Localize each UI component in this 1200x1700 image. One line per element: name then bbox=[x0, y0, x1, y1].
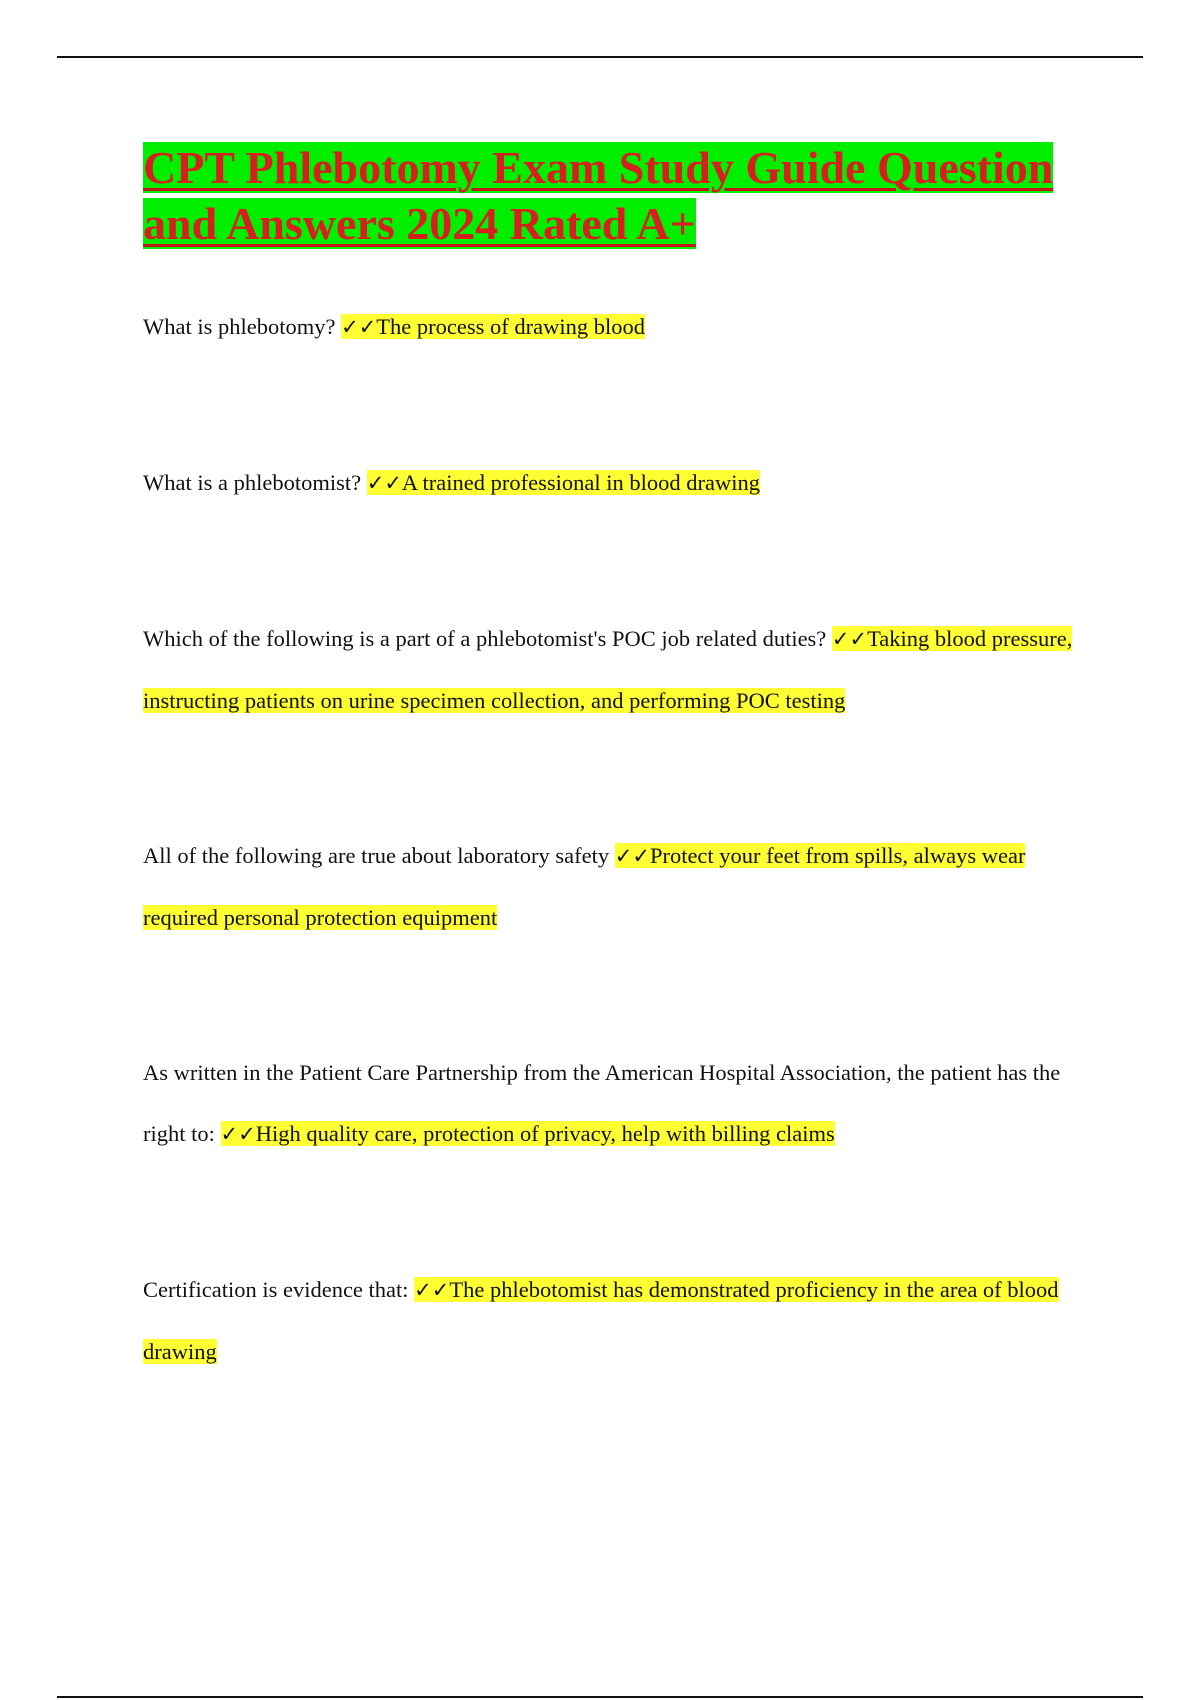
answer-text: The process of drawing blood bbox=[376, 314, 645, 339]
question-text: Certification is evidence that: bbox=[143, 1277, 409, 1302]
double-check-icon: ✓✓ bbox=[831, 627, 868, 651]
footer-rule bbox=[57, 1696, 1143, 1698]
answer-text: Protect your feet from spills, always wear required personal protection equipment bbox=[143, 843, 1026, 930]
double-check-icon: ✓✓ bbox=[341, 315, 377, 339]
qa-item-1 bbox=[143, 296, 1103, 358]
answer-text: Taking blood pressure, instructing patients on urine specimen collection, and performing POC testing bbox=[143, 626, 1073, 713]
question-text: As written in the Patient Care Partnership from the American Hospital Association, the patient has the right to: bbox=[143, 1060, 1061, 1146]
question-text: What is a phlebotomist? bbox=[143, 470, 362, 495]
document-title bbox=[143, 140, 1103, 252]
document-body bbox=[143, 140, 1103, 1476]
question-text: What is phlebotomy? bbox=[143, 314, 336, 339]
answer-highlight bbox=[221, 1121, 835, 1146]
double-check-icon: ✓✓ bbox=[614, 844, 650, 868]
answer-text: High quality care, protection of privacy, help with billing claims bbox=[255, 1121, 835, 1146]
double-check-icon: ✓✓ bbox=[366, 471, 402, 495]
qa-item-4 bbox=[143, 825, 1103, 948]
question-text: All of the following are true about laboratory safety bbox=[143, 843, 610, 868]
qa-item-6 bbox=[143, 1259, 1103, 1382]
header-rule bbox=[57, 56, 1143, 58]
document-title-text: CPT Phlebotomy Exam Study Guide Question and Answers 2024 Rated A+ bbox=[143, 142, 1054, 249]
answer-highlight bbox=[367, 470, 760, 495]
answer-highlight bbox=[341, 314, 645, 339]
answer-text: A trained professional in blood drawing bbox=[401, 470, 760, 495]
qa-item-3 bbox=[143, 608, 1103, 731]
question-text: Which of the following is a part of a phlebotomist's POC job related duties? bbox=[143, 626, 827, 651]
qa-item-5 bbox=[143, 1042, 1103, 1165]
double-check-icon: ✓✓ bbox=[414, 1278, 450, 1302]
answer-text: The phlebotomist has demonstrated proficiency in the area of blood drawing bbox=[143, 1277, 1059, 1364]
double-check-icon: ✓✓ bbox=[220, 1122, 256, 1146]
qa-item-2 bbox=[143, 452, 1103, 514]
